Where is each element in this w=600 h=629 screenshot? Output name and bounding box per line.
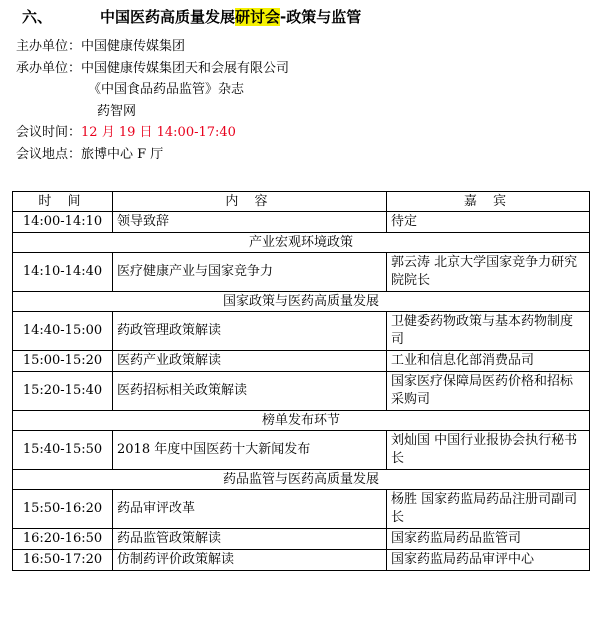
header-content: 内 容: [113, 192, 387, 212]
table-row: [13, 253, 590, 292]
row-content: 药品审评改革: [113, 490, 387, 529]
place-row: [16, 144, 289, 166]
row-time: 15:50-16:20: [13, 490, 113, 529]
section-heading: [22, 6, 361, 27]
place-value: 旅博中心 F 厅: [81, 146, 164, 162]
table-header-row: [13, 192, 590, 212]
row-guest: 工业和信息化部消费品司: [387, 351, 590, 372]
row-content: 仿制药评价政策解读: [113, 550, 387, 571]
row-guest: 国家药监局药品监管司: [387, 529, 590, 550]
co-organizer-label: 承办单位：: [16, 60, 82, 76]
table-row: [13, 351, 590, 372]
row-time: 16:50-17:20: [13, 550, 113, 571]
row-guest: 郭云涛 北京大学国家竞争力研究院院长: [387, 253, 590, 292]
title-highlight: 研讨会: [235, 8, 281, 26]
row-content: 医药产业政策解读: [113, 351, 387, 372]
row-guest: 待定: [387, 212, 590, 233]
row-content: 药政管理政策解读: [113, 312, 387, 351]
row-time: 15:20-15:40: [13, 372, 113, 411]
table-row: [13, 372, 590, 411]
row-time: 15:40-15:50: [13, 431, 113, 470]
co-organizer-row: [16, 58, 289, 80]
table-row: [13, 490, 590, 529]
row-time: 15:00-15:20: [13, 351, 113, 372]
place-label: 会议地点：: [16, 146, 82, 162]
header-guest: 嘉 宾: [387, 192, 590, 212]
table-row: [13, 212, 590, 233]
meeting-info: [16, 36, 289, 166]
row-time: 14:10-14:40: [13, 253, 113, 292]
row-content: 医疗健康产业与国家竞争力: [113, 253, 387, 292]
row-time: 14:40-15:00: [13, 312, 113, 351]
title-part2: -政策与监管: [280, 8, 362, 26]
row-guest: 国家药监局药品审评中心: [387, 550, 590, 571]
table-row: [13, 550, 590, 571]
table-row: [13, 312, 590, 351]
row-content: 领导致辞: [113, 212, 387, 233]
section-title: 榜单发布环节: [13, 411, 590, 431]
co-organizer-row-3: [16, 101, 289, 123]
section-row: [13, 470, 590, 490]
row-content: 药品监管政策解读: [113, 529, 387, 550]
co-organizer-row-2: [16, 79, 289, 101]
time-value: 12 月 19 日 14:00-17:40: [81, 125, 236, 141]
row-guest: 国家医疗保障局医药价格和招标采购司: [387, 372, 590, 411]
row-guest: 卫健委药物政策与基本药物制度司: [387, 312, 590, 351]
co-organizer-value: 《中国食品药品监管》杂志: [88, 82, 245, 98]
table-row: [13, 431, 590, 470]
time-row: [16, 122, 289, 144]
co-organizer-value: 药智网: [97, 103, 137, 119]
organizer-label: 主办单位：: [16, 39, 82, 54]
organizer-row: [16, 36, 289, 58]
section-row: [13, 411, 590, 431]
row-content: 医药招标相关政策解读: [113, 372, 387, 411]
row-time: 14:00-14:10: [13, 212, 113, 233]
row-guest: 刘灿国 中国行业报协会执行秘书长: [387, 431, 590, 470]
header-time: 时 间: [13, 192, 113, 212]
row-content: 2018 年度中国医药十大新闻发布: [113, 431, 387, 470]
section-row: [13, 233, 590, 253]
table-row: [13, 529, 590, 550]
section-title: 产业宏观环境政策: [13, 233, 590, 253]
row-time: 16:20-16:50: [13, 529, 113, 550]
title-part1: 中国医药高质量发展: [100, 8, 236, 26]
schedule-table: [12, 191, 590, 571]
section-title: 国家政策与医药高质量发展: [13, 292, 590, 312]
section-row: [13, 292, 590, 312]
co-organizer-value: 中国健康传媒集团天和会展有限公司: [81, 60, 290, 76]
time-label: 会议时间：: [16, 125, 82, 141]
section-title: 药品监管与医药高质量发展: [13, 470, 590, 490]
organizer-value: 中国健康传媒集团: [81, 39, 186, 54]
row-guest: 杨胜 国家药监局药品注册司副司长: [387, 490, 590, 529]
section-number: 六、: [22, 8, 53, 26]
